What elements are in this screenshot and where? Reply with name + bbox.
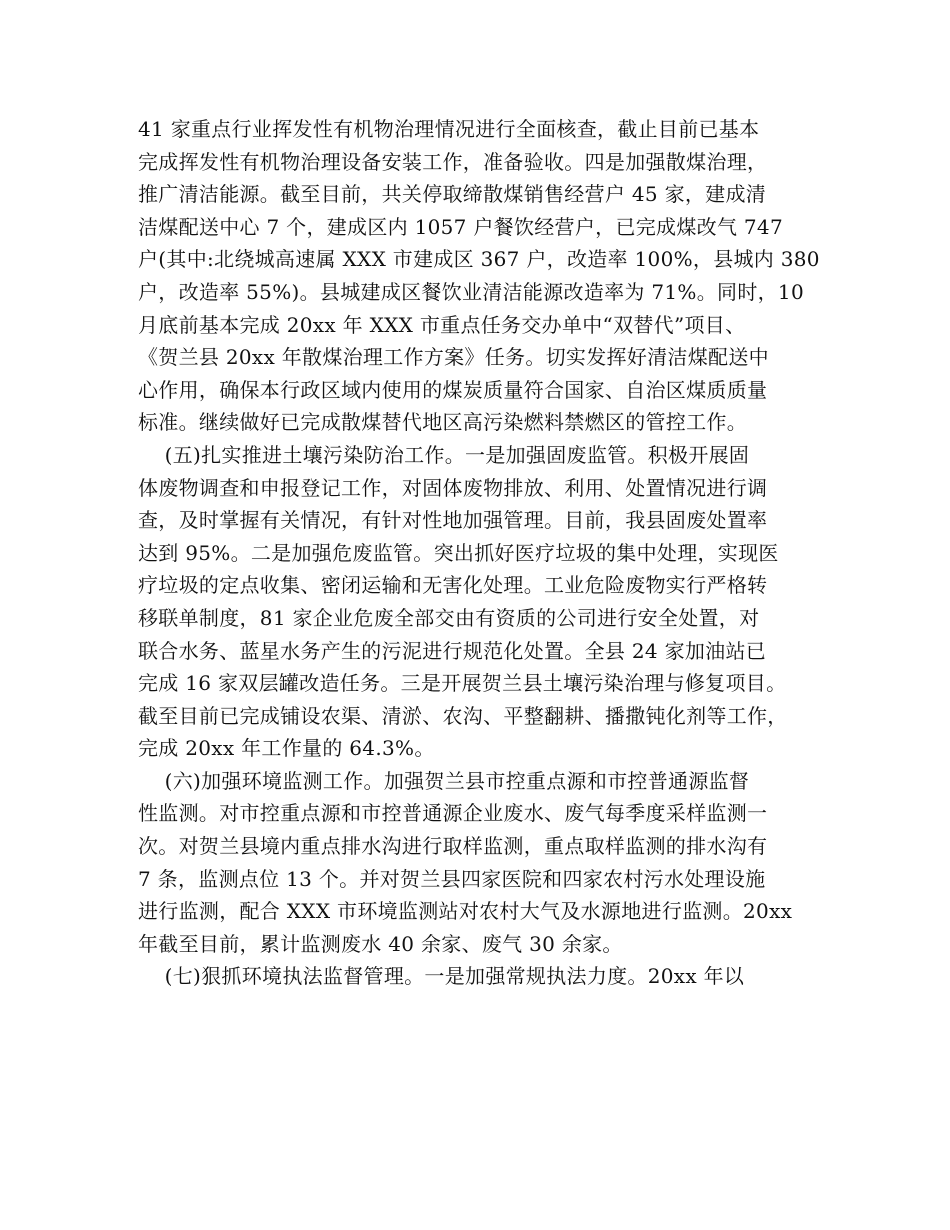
text-line: 户，改造率 55%)。县城建成区餐饮业清洁能源改造率为 71%。同时，10 bbox=[138, 279, 804, 304]
text-line: 标准。继续做好已完成散煤替代地区高污染燃料禁燃区的管控工作。 bbox=[138, 410, 747, 435]
text-line: 《贺兰县 20xx 年散煤治理工作方案》任务。切实发挥好清洁煤配送中 bbox=[138, 345, 769, 370]
text-line: 月底前基本完成 20xx 年 XXX 市重点任务交办单中“双替代”项目、 bbox=[138, 312, 746, 337]
section-six-heading-line: (六)加强环境监测工作。加强贺兰县市控重点源和市控普通源监督 bbox=[138, 768, 750, 793]
text-line: 推广清洁能源。截至目前，共关停取缔散煤销售经营户 45 家，建成清 bbox=[138, 182, 767, 207]
text-line: 完成 16 家双层罐改造任务。三是开展贺兰县土壤污染治理与修复项目。 bbox=[138, 671, 787, 696]
section-five-heading-line: (五)扎实推进土壤污染防治工作。一是加强固废监管。积极开展固 bbox=[138, 442, 750, 467]
text-line: 疗垃圾的定点收集、密闭运输和无害化处理。工业危险废物实行严格转 bbox=[138, 573, 768, 598]
text-line: 体废物调查和申报登记工作，对固体废物排放、利用、处置情况进行调 bbox=[138, 475, 768, 500]
body-text bbox=[138, 113, 828, 993]
text-line: 截至目前已完成铺设农渠、清淤、农沟、平整翻耕、播撒钝化剂等工作， bbox=[138, 703, 788, 728]
text-line: 洁煤配送中心 7 个，建成区内 1057 户餐饮经营户，已完成煤改气 747 bbox=[138, 214, 783, 239]
section-seven-heading-line: (七)狠抓环境执法监督管理。一是加强常规执法力度。20xx 年以 bbox=[138, 964, 745, 989]
text-line: 查，及时掌握有关情况，有针对性地加强管理。目前，我县固废处置率 bbox=[138, 508, 768, 533]
text-line: 完成挥发性有机物治理设备安装工作，准备验收。四是加强散煤治理， bbox=[138, 149, 768, 174]
text-line: 7 条，监测点位 13 个。并对贺兰县四家医院和四家农村污水处理设施 bbox=[138, 866, 766, 891]
text-line: 移联单制度，81 家企业危废全部交由有资质的公司进行安全处置，对 bbox=[138, 605, 760, 630]
text-line: 41 家重点行业挥发性有机物治理情况进行全面核查，截止目前已基本 bbox=[138, 117, 760, 141]
text-line: 户(其中:北绕城高速属 XXX 市建成区 367 户，改造率 100%，县城内 380 bbox=[138, 247, 820, 272]
text-line: 达到 95%。二是加强危废监管。突出抓好医疗垃圾的集中处理，实现医 bbox=[138, 540, 779, 565]
text-line: 心作用，确保本行政区域内使用的煤炭质量符合国家、自治区煤质质量 bbox=[138, 377, 768, 402]
text-line: 次。对贺兰县境内重点排水沟进行取样监测，重点取样监测的排水沟有 bbox=[138, 834, 768, 859]
text-line: 进行监测，配合 XXX 市环境监测站对农村大气及水源地进行监测。20xx bbox=[138, 899, 793, 924]
text-line: 完成 20xx 年工作量的 64.3%。 bbox=[138, 736, 435, 761]
text-line: 年截至目前，累计监测废水 40 余家、废气 30 余家。 bbox=[138, 931, 623, 956]
text-line: 联合水务、蓝星水务产生的污泥进行规范化处置。全县 24 家加油站已 bbox=[138, 638, 767, 663]
text-line: 性监测。对市控重点源和市控普通源企业废水、废气每季度采样监测一 bbox=[138, 801, 768, 826]
